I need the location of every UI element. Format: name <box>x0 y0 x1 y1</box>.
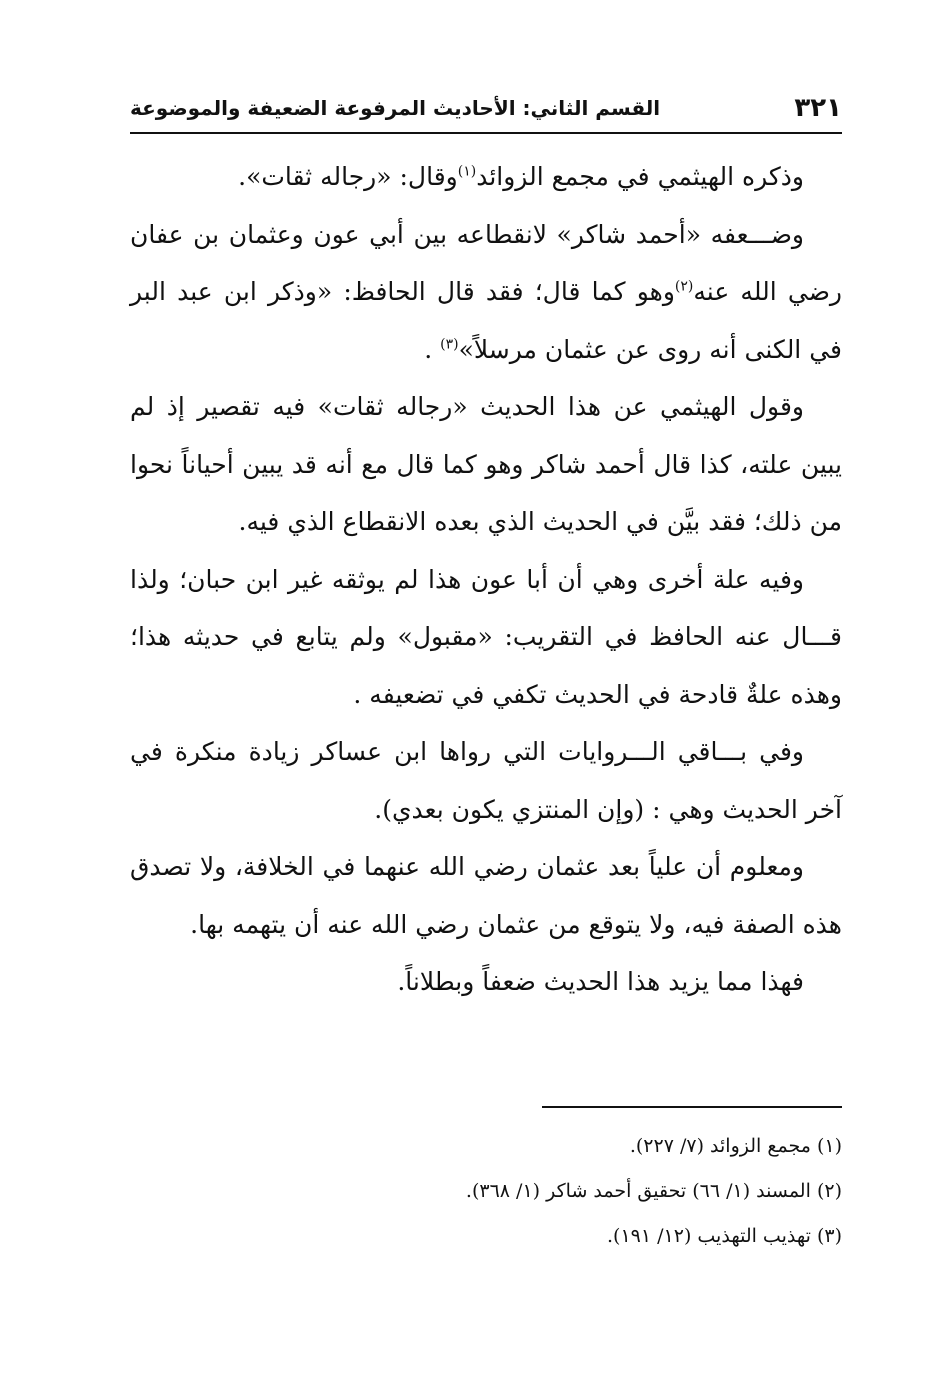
paragraph-7: فهذا مما يزيد هذا الحديث ضعفاً وبطلاناً. <box>397 967 804 996</box>
footnote-3 <box>130 1214 842 1259</box>
main-text <box>130 148 842 1011</box>
footnote-marker: (٢) <box>816 1180 842 1202</box>
paragraph-6: ومعلوم أن علياً بعد عثمان رضي الله عنهما في الخلافة، ولا تصدق هذه الصفة فيه، ولا يتوقع من عثمان رضي الله عنه أن يتهمه بها. <box>130 852 842 939</box>
footnote-text: مجمع الزوائد (٧/ ٢٢٧). <box>629 1135 811 1157</box>
footnote-2 <box>130 1169 842 1214</box>
footnote-ref-3: (٣) <box>440 336 459 353</box>
paragraph-2: وضـــعفه «أحمد شاكر» لانقطاعه بين أبي عون وعثمان بن عفان رضي الله عنه$^{(٢)}$وهو كما قال؛ فقد قال الحافظ: «وذكر ابن عبد البر في الكنى أنه روى عن عثمان مرسلاً»$^{(٣)}$ . <box>130 219 842 364</box>
header-rule <box>130 132 842 134</box>
footnote-text: المسند (١/ ٦٦) تحقيق أحمد شاكر (١/ ٣٦٨). <box>465 1180 811 1202</box>
paragraph-3: وقول الهيثمي عن هذا الحديث «رجاله ثقات» فيه تقصير إذ لم يبين علته، كذا قال أحمد شاكر وهو كما قال مع أنه قد يبين أحياناً نحوا من ذلك؛ فقد بيَّن في الحديث الذي بعده الانقطاع الذي فيه. <box>130 392 842 536</box>
paragraph-5: وفي بـــاقي الـــروايات التي رواها ابن عساكر زيادة منكرة في آخر الحديث وهي : (وإن المنتزي يكون بعدي). <box>130 737 842 824</box>
footnote-marker: (١) <box>816 1135 842 1157</box>
running-header <box>130 88 842 128</box>
footnote-text: تهذيب التهذيب (١٢/ ١٩١). <box>607 1225 811 1247</box>
footnote-ref-1: (١) <box>457 163 477 180</box>
footnote-marker: (٣) <box>816 1225 842 1247</box>
section-title: القسم الثاني: الأحاديث المرفوعة الضعيفة والموضوعة <box>130 96 661 120</box>
footnote-ref-2: (٢) <box>674 278 694 295</box>
footnote-1 <box>130 1124 842 1169</box>
footnotes <box>130 1124 842 1259</box>
paragraph-1: وذكره الهيثمي في مجمع الزوائد$^{(١)}$وقال: «رجاله ثقات». <box>238 162 804 191</box>
paragraph-4: وفيه علة أخرى وهي أن أبا عون هذا لم يوثقه غير ابن حبان؛ ولذا قـــال عنه الحافظ في التقريب: «مقبول» ولم يتابع في حديثه هذا؛ وهذه علةٌ قادحة في الحديث تكفي في تضعيفه . <box>130 564 842 709</box>
footnote-rule <box>542 1106 842 1108</box>
page-number: ٣٢١ <box>794 93 842 123</box>
book-page <box>130 88 842 1288</box>
